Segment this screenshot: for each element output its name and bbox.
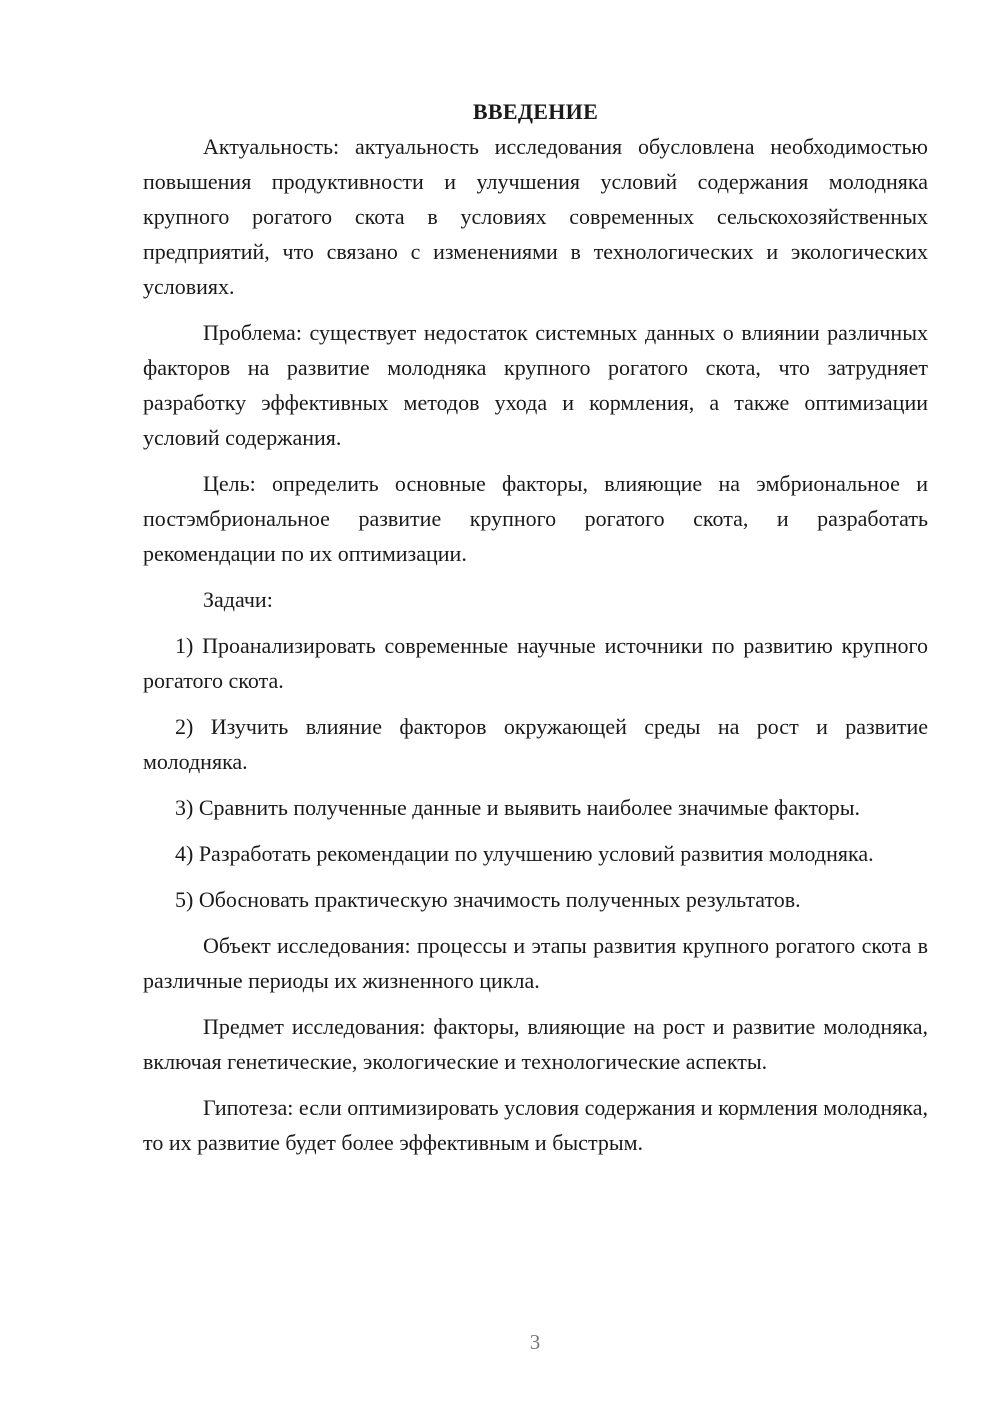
page-title: ВВЕДЕНИЕ <box>472 99 599 124</box>
task-item-1: 1) Проанализировать современные научные источники по развитию крупного рогатого скота. <box>143 633 928 693</box>
page-number: 3 <box>529 1330 541 1354</box>
task-item-5: 5) Обосновать практическую значимость полученных результатов. <box>175 887 801 912</box>
document-body <box>143 94 928 1160</box>
paragraph-relevance: Актуальность: актуальность исследования обусловлена необходимостью повышения продуктивности и улучшения условий содержания молодняка крупного рогатого скота в условиях современных сельскохозяйственных предприятий, что связано с изменениями в технологических и экологических условиях. <box>143 134 928 299</box>
paragraph-object: Объект исследования: процессы и этапы развития крупного рогатого скота в различные периоды их жизненного цикла. <box>143 933 928 993</box>
task-item-4: 4) Разработать рекомендации по улучшению условий развития молодняка. <box>175 841 874 866</box>
paragraph-problem: Проблема: существует недостаток системных данных о влиянии различных факторов на развитие молодняка крупного рогатого скота, что затрудняет разработку эффективных методов ухода и кормления, а также оптимизации условий содержания. <box>143 320 928 450</box>
paragraph-subject: Предмет исследования: факторы, влияющие на рост и развитие молодняка, включая генетические, экологические и технологические аспекты. <box>143 1014 928 1074</box>
task-item-2: 2) Изучить влияние факторов окружающей среды на рост и развитие молодняка. <box>143 714 928 774</box>
paragraph-hypothesis: Гипотеза: если оптимизировать условия содержания и кормления молодняка, то их развитие будет более эффективным и быстрым. <box>143 1095 928 1155</box>
paragraph-goal: Цель: определить основные факторы, влияющие на эмбриональное и постэмбриональное развитие крупного рогатого скота, и разработать рекомендации по их оптимизации. <box>143 471 928 566</box>
task-item-3: 3) Сравнить полученные данные и выявить наиболее значимые факторы. <box>175 795 861 820</box>
paragraph-tasks-heading: Задачи: <box>203 587 273 612</box>
